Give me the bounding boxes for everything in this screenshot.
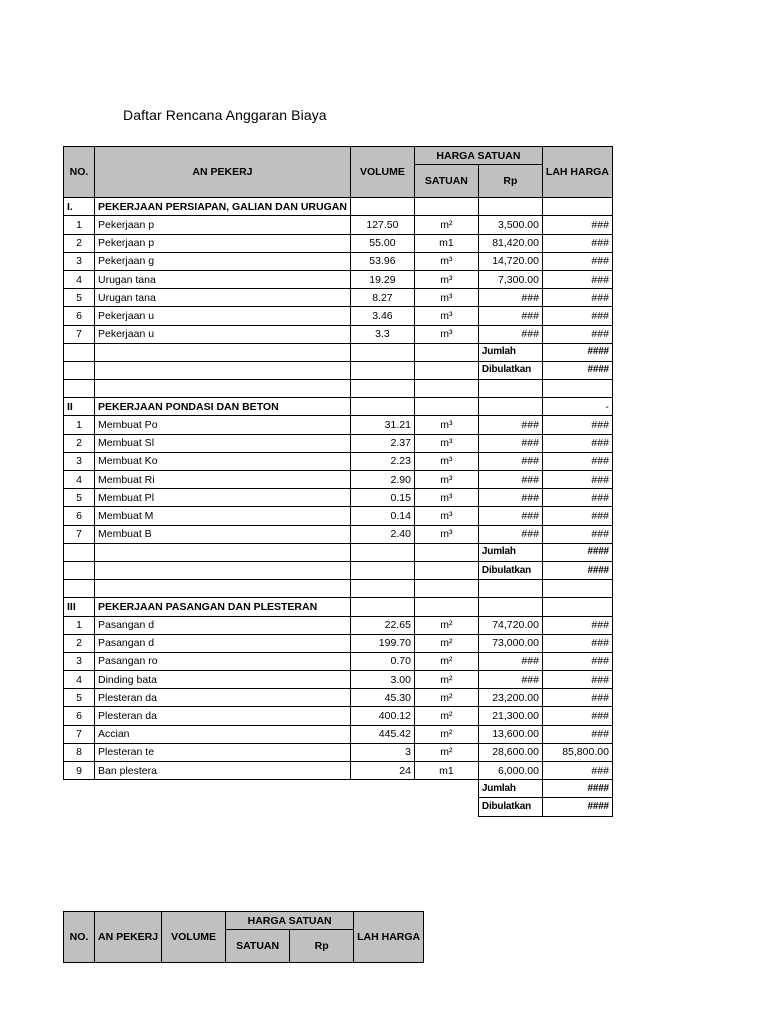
row-volume: 2.23 bbox=[350, 452, 414, 470]
empty-cell bbox=[350, 780, 414, 798]
row-volume: 3.00 bbox=[350, 671, 414, 689]
row-volume: 53.96 bbox=[350, 252, 414, 270]
row-harga-rp: ### bbox=[478, 671, 542, 689]
section-header-row bbox=[64, 198, 613, 216]
table-row bbox=[64, 234, 613, 252]
row-harga-rp: ### bbox=[478, 452, 542, 470]
row-harga-rp: ### bbox=[478, 471, 542, 489]
row-uraian: Membuat B bbox=[95, 525, 351, 543]
row-volume: 400.12 bbox=[350, 707, 414, 725]
row-no: 6 bbox=[64, 507, 95, 525]
section-total bbox=[542, 598, 612, 616]
dibulatkan-value: #### bbox=[542, 361, 612, 379]
row-satuan: m³ bbox=[414, 471, 478, 489]
row-harga-rp: ### bbox=[478, 325, 542, 343]
section-total bbox=[542, 198, 612, 216]
jumlah-row bbox=[64, 543, 613, 561]
empty-cell bbox=[414, 398, 478, 416]
row-uraian: Pasangan d bbox=[95, 616, 351, 634]
budget-table-repeat-header bbox=[63, 911, 424, 963]
row-jumlah-harga: ### bbox=[542, 252, 612, 270]
row-harga-rp: ### bbox=[478, 489, 542, 507]
empty-cell bbox=[478, 580, 542, 598]
jumlah-row bbox=[64, 780, 613, 798]
row-jumlah-harga: ### bbox=[542, 507, 612, 525]
row-volume: 31.21 bbox=[350, 416, 414, 434]
table-row bbox=[64, 634, 613, 652]
header-harga-satuan: HARGA SATUAN bbox=[226, 912, 354, 930]
row-jumlah-harga: ### bbox=[542, 689, 612, 707]
jumlah-value: #### bbox=[542, 343, 612, 361]
row-uraian: Membuat Pl bbox=[95, 489, 351, 507]
row-jumlah-harga: ### bbox=[542, 434, 612, 452]
empty-cell bbox=[64, 580, 95, 598]
row-no: 8 bbox=[64, 743, 95, 761]
header-volume: VOLUME bbox=[162, 912, 226, 963]
empty-cell bbox=[64, 543, 95, 561]
row-satuan: m³ bbox=[414, 270, 478, 288]
jumlah-value: #### bbox=[542, 780, 612, 798]
row-harga-rp: ### bbox=[478, 307, 542, 325]
row-uraian: Membuat M bbox=[95, 507, 351, 525]
row-harga-rp: 14,720.00 bbox=[478, 252, 542, 270]
row-uraian: Membuat Sl bbox=[95, 434, 351, 452]
row-satuan: m³ bbox=[414, 416, 478, 434]
empty-cell bbox=[350, 361, 414, 379]
header-rp: Rp bbox=[478, 165, 542, 198]
section-title: PEKERJAAN PONDASI DAN BETON bbox=[95, 398, 351, 416]
table-row bbox=[64, 216, 613, 234]
row-harga-rp: 7,300.00 bbox=[478, 270, 542, 288]
row-jumlah-harga: ### bbox=[542, 471, 612, 489]
row-jumlah-harga: ### bbox=[542, 216, 612, 234]
row-no: 7 bbox=[64, 725, 95, 743]
row-harga-rp: ### bbox=[478, 289, 542, 307]
empty-cell bbox=[478, 380, 542, 398]
row-jumlah-harga: ### bbox=[542, 416, 612, 434]
row-jumlah-harga: ### bbox=[542, 234, 612, 252]
table-row bbox=[64, 762, 613, 780]
empty-cell bbox=[478, 398, 542, 416]
row-jumlah-harga: ### bbox=[542, 289, 612, 307]
row-uraian: Membuat Ri bbox=[95, 471, 351, 489]
row-harga-rp: 81,420.00 bbox=[478, 234, 542, 252]
row-no: 5 bbox=[64, 489, 95, 507]
dibulatkan-value: #### bbox=[542, 561, 612, 579]
row-uraian: Pekerjaan p bbox=[95, 216, 351, 234]
empty-cell bbox=[64, 361, 95, 379]
row-jumlah-harga: ### bbox=[542, 634, 612, 652]
row-jumlah-harga: ### bbox=[542, 671, 612, 689]
empty-cell bbox=[350, 798, 414, 816]
row-jumlah-harga: ### bbox=[542, 307, 612, 325]
dibulatkan-row bbox=[64, 798, 613, 816]
row-harga-rp: ### bbox=[478, 652, 542, 670]
dibulatkan-label: Dibulatkan bbox=[478, 798, 542, 816]
table-row bbox=[64, 671, 613, 689]
table-row bbox=[64, 416, 613, 434]
empty-cell bbox=[64, 380, 95, 398]
row-volume: 2.90 bbox=[350, 471, 414, 489]
table-row bbox=[64, 252, 613, 270]
dibulatkan-label: Dibulatkan bbox=[478, 361, 542, 379]
row-satuan: m³ bbox=[414, 252, 478, 270]
empty-cell bbox=[414, 598, 478, 616]
row-satuan: m² bbox=[414, 616, 478, 634]
row-volume: 24 bbox=[350, 762, 414, 780]
row-no: 2 bbox=[64, 634, 95, 652]
table-row bbox=[64, 289, 613, 307]
empty-cell bbox=[350, 598, 414, 616]
row-jumlah-harga: ### bbox=[542, 616, 612, 634]
row-jumlah-harga: ### bbox=[542, 762, 612, 780]
empty-cell bbox=[414, 343, 478, 361]
row-volume: 0.70 bbox=[350, 652, 414, 670]
header-uraian: AN PEKERJ bbox=[95, 147, 351, 198]
row-no: 6 bbox=[64, 707, 95, 725]
row-jumlah-harga: ### bbox=[542, 707, 612, 725]
row-uraian: Pekerjaan u bbox=[95, 325, 351, 343]
row-uraian: Membuat Po bbox=[95, 416, 351, 434]
row-no: 7 bbox=[64, 325, 95, 343]
table-row bbox=[64, 652, 613, 670]
row-satuan: m1 bbox=[414, 762, 478, 780]
jumlah-row bbox=[64, 343, 613, 361]
row-uraian: Plesteran da bbox=[95, 707, 351, 725]
section-total: - bbox=[542, 398, 612, 416]
header-jumlah-harga: LAH HARGA bbox=[542, 147, 612, 198]
table-row bbox=[64, 616, 613, 634]
empty-cell bbox=[478, 198, 542, 216]
section-title: PEKERJAAN PASANGAN DAN PLESTERAN bbox=[95, 598, 351, 616]
empty-cell bbox=[542, 380, 612, 398]
empty-cell bbox=[414, 543, 478, 561]
jumlah-label: Jumlah bbox=[478, 780, 542, 798]
empty-cell bbox=[350, 380, 414, 398]
empty-cell bbox=[350, 343, 414, 361]
row-no: 1 bbox=[64, 616, 95, 634]
header-no: NO. bbox=[64, 147, 95, 198]
row-jumlah-harga: ### bbox=[542, 525, 612, 543]
row-uraian: Accian bbox=[95, 725, 351, 743]
table-row bbox=[64, 725, 613, 743]
table-row bbox=[64, 270, 613, 288]
row-harga-rp: 74,720.00 bbox=[478, 616, 542, 634]
row-uraian: Membuat Ko bbox=[95, 452, 351, 470]
row-volume: 199.70 bbox=[350, 634, 414, 652]
row-no: 4 bbox=[64, 671, 95, 689]
row-no: 6 bbox=[64, 307, 95, 325]
row-jumlah-harga: ### bbox=[542, 725, 612, 743]
row-uraian: Plesteran da bbox=[95, 689, 351, 707]
row-volume: 19.29 bbox=[350, 270, 414, 288]
row-satuan: m³ bbox=[414, 452, 478, 470]
row-no: 2 bbox=[64, 434, 95, 452]
row-satuan: m1 bbox=[414, 234, 478, 252]
row-satuan: m² bbox=[414, 652, 478, 670]
empty-cell bbox=[95, 580, 351, 598]
row-satuan: m² bbox=[414, 743, 478, 761]
table-row bbox=[64, 707, 613, 725]
row-harga-rp: 21,300.00 bbox=[478, 707, 542, 725]
row-jumlah-harga: ### bbox=[542, 452, 612, 470]
header-harga-satuan: HARGA SATUAN bbox=[414, 147, 542, 165]
row-no: 4 bbox=[64, 270, 95, 288]
row-satuan: m² bbox=[414, 634, 478, 652]
row-uraian: Urugan tana bbox=[95, 289, 351, 307]
empty-cell bbox=[95, 343, 351, 361]
empty-cell bbox=[350, 561, 414, 579]
row-harga-rp: ### bbox=[478, 434, 542, 452]
jumlah-label: Jumlah bbox=[478, 543, 542, 561]
row-volume: 22.65 bbox=[350, 616, 414, 634]
header-rp: Rp bbox=[290, 930, 354, 963]
row-harga-rp: 23,200.00 bbox=[478, 689, 542, 707]
header-volume: VOLUME bbox=[350, 147, 414, 198]
table-row bbox=[64, 307, 613, 325]
row-uraian: Urugan tana bbox=[95, 270, 351, 288]
dibulatkan-label: Dibulatkan bbox=[478, 561, 542, 579]
row-satuan: m² bbox=[414, 216, 478, 234]
row-jumlah-harga: 85,800.00 bbox=[542, 743, 612, 761]
table-row bbox=[64, 507, 613, 525]
row-no: 5 bbox=[64, 689, 95, 707]
row-no: 9 bbox=[64, 762, 95, 780]
page-title: Daftar Rencana Anggaran Biaya bbox=[123, 107, 327, 123]
empty-cell bbox=[95, 561, 351, 579]
empty-cell bbox=[414, 380, 478, 398]
empty-cell bbox=[350, 543, 414, 561]
row-volume: 445.42 bbox=[350, 725, 414, 743]
empty-cell bbox=[350, 398, 414, 416]
row-harga-rp: ### bbox=[478, 525, 542, 543]
table-row bbox=[64, 452, 613, 470]
row-uraian: Pasangan d bbox=[95, 634, 351, 652]
dibulatkan-value: #### bbox=[542, 798, 612, 816]
section-code: I. bbox=[64, 198, 95, 216]
header-satuan: SATUAN bbox=[414, 165, 478, 198]
empty-cell bbox=[350, 580, 414, 598]
empty-cell bbox=[95, 543, 351, 561]
row-jumlah-harga: ### bbox=[542, 325, 612, 343]
empty-cell bbox=[95, 798, 351, 816]
header-jumlah-harga: LAH HARGA bbox=[354, 912, 424, 963]
empty-cell bbox=[414, 780, 478, 798]
empty-cell bbox=[95, 380, 351, 398]
row-volume: 3.3 bbox=[350, 325, 414, 343]
row-uraian: Ban plestera bbox=[95, 762, 351, 780]
section-header-row bbox=[64, 398, 613, 416]
row-satuan: m² bbox=[414, 725, 478, 743]
table-row bbox=[64, 325, 613, 343]
row-no: 5 bbox=[64, 289, 95, 307]
row-uraian: Pekerjaan g bbox=[95, 252, 351, 270]
spacer-row bbox=[64, 580, 613, 598]
row-no: 3 bbox=[64, 652, 95, 670]
empty-cell bbox=[95, 361, 351, 379]
section-title: PEKERJAAN PERSIAPAN, GALIAN DAN URUGAN bbox=[95, 198, 351, 216]
row-harga-rp: 73,000.00 bbox=[478, 634, 542, 652]
row-volume: 3 bbox=[350, 743, 414, 761]
row-no: 1 bbox=[64, 416, 95, 434]
row-harga-rp: 13,600.00 bbox=[478, 725, 542, 743]
row-no: 2 bbox=[64, 234, 95, 252]
table-row bbox=[64, 471, 613, 489]
row-no: 3 bbox=[64, 252, 95, 270]
empty-cell bbox=[64, 798, 95, 816]
row-no: 4 bbox=[64, 471, 95, 489]
spacer-row bbox=[64, 380, 613, 398]
empty-cell bbox=[414, 198, 478, 216]
row-volume: 2.37 bbox=[350, 434, 414, 452]
row-volume: 0.14 bbox=[350, 507, 414, 525]
row-no: 1 bbox=[64, 216, 95, 234]
row-jumlah-harga: ### bbox=[542, 489, 612, 507]
row-volume: 3.46 bbox=[350, 307, 414, 325]
row-satuan: m³ bbox=[414, 325, 478, 343]
row-harga-rp: ### bbox=[478, 416, 542, 434]
row-satuan: m³ bbox=[414, 525, 478, 543]
table-row bbox=[64, 489, 613, 507]
empty-cell bbox=[414, 798, 478, 816]
row-volume: 45.30 bbox=[350, 689, 414, 707]
section-header-row bbox=[64, 598, 613, 616]
row-uraian: Pekerjaan p bbox=[95, 234, 351, 252]
row-harga-rp: 28,600.00 bbox=[478, 743, 542, 761]
jumlah-label: Jumlah bbox=[478, 343, 542, 361]
table-row bbox=[64, 743, 613, 761]
row-volume: 127.50 bbox=[350, 216, 414, 234]
empty-cell bbox=[64, 343, 95, 361]
row-harga-rp: ### bbox=[478, 507, 542, 525]
row-harga-rp: 3,500.00 bbox=[478, 216, 542, 234]
section-code: III bbox=[64, 598, 95, 616]
row-jumlah-harga: ### bbox=[542, 270, 612, 288]
header-uraian: AN PEKERJ bbox=[95, 912, 162, 963]
row-jumlah-harga: ### bbox=[542, 652, 612, 670]
empty-cell bbox=[95, 780, 351, 798]
row-no: 3 bbox=[64, 452, 95, 470]
empty-cell bbox=[414, 580, 478, 598]
header-no: NO. bbox=[64, 912, 95, 963]
empty-cell bbox=[414, 561, 478, 579]
row-volume: 55.00 bbox=[350, 234, 414, 252]
empty-cell bbox=[478, 598, 542, 616]
row-satuan: m³ bbox=[414, 489, 478, 507]
row-satuan: m³ bbox=[414, 289, 478, 307]
row-volume: 8.27 bbox=[350, 289, 414, 307]
empty-cell bbox=[64, 561, 95, 579]
row-satuan: m³ bbox=[414, 307, 478, 325]
row-volume: 2.40 bbox=[350, 525, 414, 543]
empty-cell bbox=[350, 198, 414, 216]
header-satuan: SATUAN bbox=[226, 930, 290, 963]
row-volume: 0.15 bbox=[350, 489, 414, 507]
empty-cell bbox=[542, 580, 612, 598]
row-uraian: Dinding bata bbox=[95, 671, 351, 689]
row-satuan: m² bbox=[414, 707, 478, 725]
table-row bbox=[64, 434, 613, 452]
dibulatkan-row bbox=[64, 561, 613, 579]
row-satuan: m² bbox=[414, 689, 478, 707]
row-no: 7 bbox=[64, 525, 95, 543]
row-satuan: m³ bbox=[414, 434, 478, 452]
empty-cell bbox=[64, 780, 95, 798]
row-uraian: Plesteran te bbox=[95, 743, 351, 761]
table-row bbox=[64, 525, 613, 543]
budget-table bbox=[63, 146, 613, 817]
section-code: II bbox=[64, 398, 95, 416]
empty-cell bbox=[414, 361, 478, 379]
row-harga-rp: 6,000.00 bbox=[478, 762, 542, 780]
row-satuan: m² bbox=[414, 671, 478, 689]
jumlah-value: #### bbox=[542, 543, 612, 561]
row-uraian: Pekerjaan u bbox=[95, 307, 351, 325]
row-uraian: Pasangan ro bbox=[95, 652, 351, 670]
row-satuan: m³ bbox=[414, 507, 478, 525]
table-row bbox=[64, 689, 613, 707]
dibulatkan-row bbox=[64, 361, 613, 379]
